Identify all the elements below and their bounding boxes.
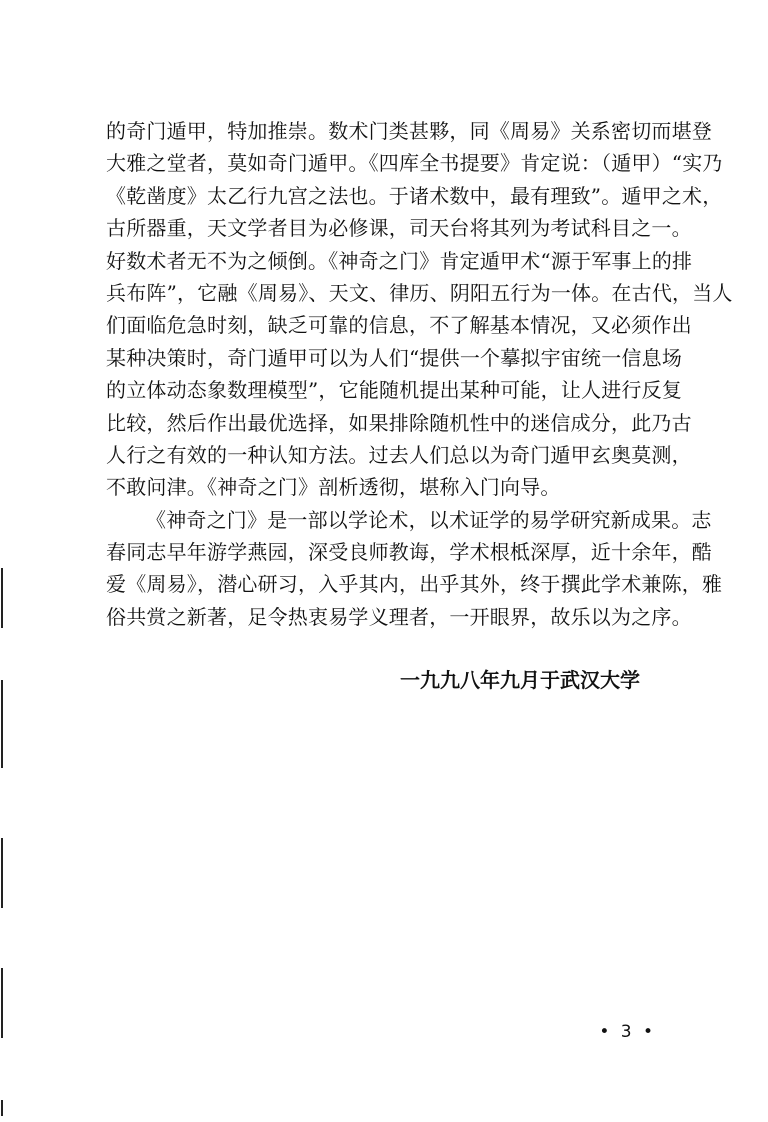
signature-date-place: 一九九八年九月于武汉大学 bbox=[400, 668, 640, 692]
scan-edge-mark bbox=[1, 568, 3, 628]
text-line: 好数术者无不为之倾倒。《神奇之门》肯定遁甲术“源于军事上的排 bbox=[106, 248, 693, 273]
text-line: 比较，然后作出最优选择，如果排除随机性中的迷信成分，此乃古 bbox=[106, 410, 692, 435]
scan-edge-mark bbox=[1, 838, 3, 908]
text-line: 大雅之堂者，莫如奇门遁甲。《四库全书提要》肯定说：（遁甲）“实乃 bbox=[106, 151, 723, 176]
text-line: 的奇门遁甲，特加推崇。数术门类甚夥，同《周易》关系密切而堪登 bbox=[106, 119, 712, 143]
text-line: 们面临危急时刻，缺乏可靠的信息，不了解基本情况，又必须作出 bbox=[106, 313, 692, 338]
text-line: 不敢问津。《神奇之门》剖析透彻，堪称入门向导。 bbox=[106, 475, 561, 500]
paragraph-2 bbox=[106, 504, 723, 634]
text-line: 《乾凿度》太乙行九宫之法也。于诸术数中，最有理致”。遁甲之术， bbox=[106, 183, 723, 208]
text-line: 俗共赏之新著，足令热衷易学义理者，一开眼界，故乐以为之序。 bbox=[106, 604, 692, 629]
text-line: 春同志早年游学燕园，深受良师教诲，学术根柢深厚，近十余年，酷 bbox=[106, 540, 712, 565]
scan-edge-mark bbox=[1, 680, 3, 768]
text-line: 兵布阵”，它融《周易》、天文、律历、阴阳五行为一体。在古代，当人 bbox=[106, 280, 733, 305]
text-line: 爱《周易》，潜心研习，入乎其内，出乎其外，终于撰此学术兼陈，雅 bbox=[106, 572, 723, 597]
scan-edge-mark bbox=[1, 1100, 3, 1116]
body-text bbox=[106, 115, 733, 633]
scan-edge-mark bbox=[1, 968, 3, 1038]
text-line: 的立体动态象数理模型”，它能随机提出某种可能，让人进行反复 bbox=[106, 378, 683, 403]
text-line: 某种决策时，奇门遁甲可以为人们“提供一个摹拟宇宙统一信息场 bbox=[106, 345, 683, 370]
text-line: 《神奇之门》是一部以学论术，以术证学的易学研究新成果。志 bbox=[146, 507, 712, 532]
text-line: 古所器重，天文学者目为必修课，司天台将其列为考试科目之一。 bbox=[106, 216, 692, 241]
text-line: 人行之有效的一种认知方法。过去人们总以为奇门遁甲玄奥莫测， bbox=[106, 442, 692, 467]
paragraph-1 bbox=[106, 115, 733, 504]
page-number: • 3 • bbox=[599, 1022, 656, 1042]
